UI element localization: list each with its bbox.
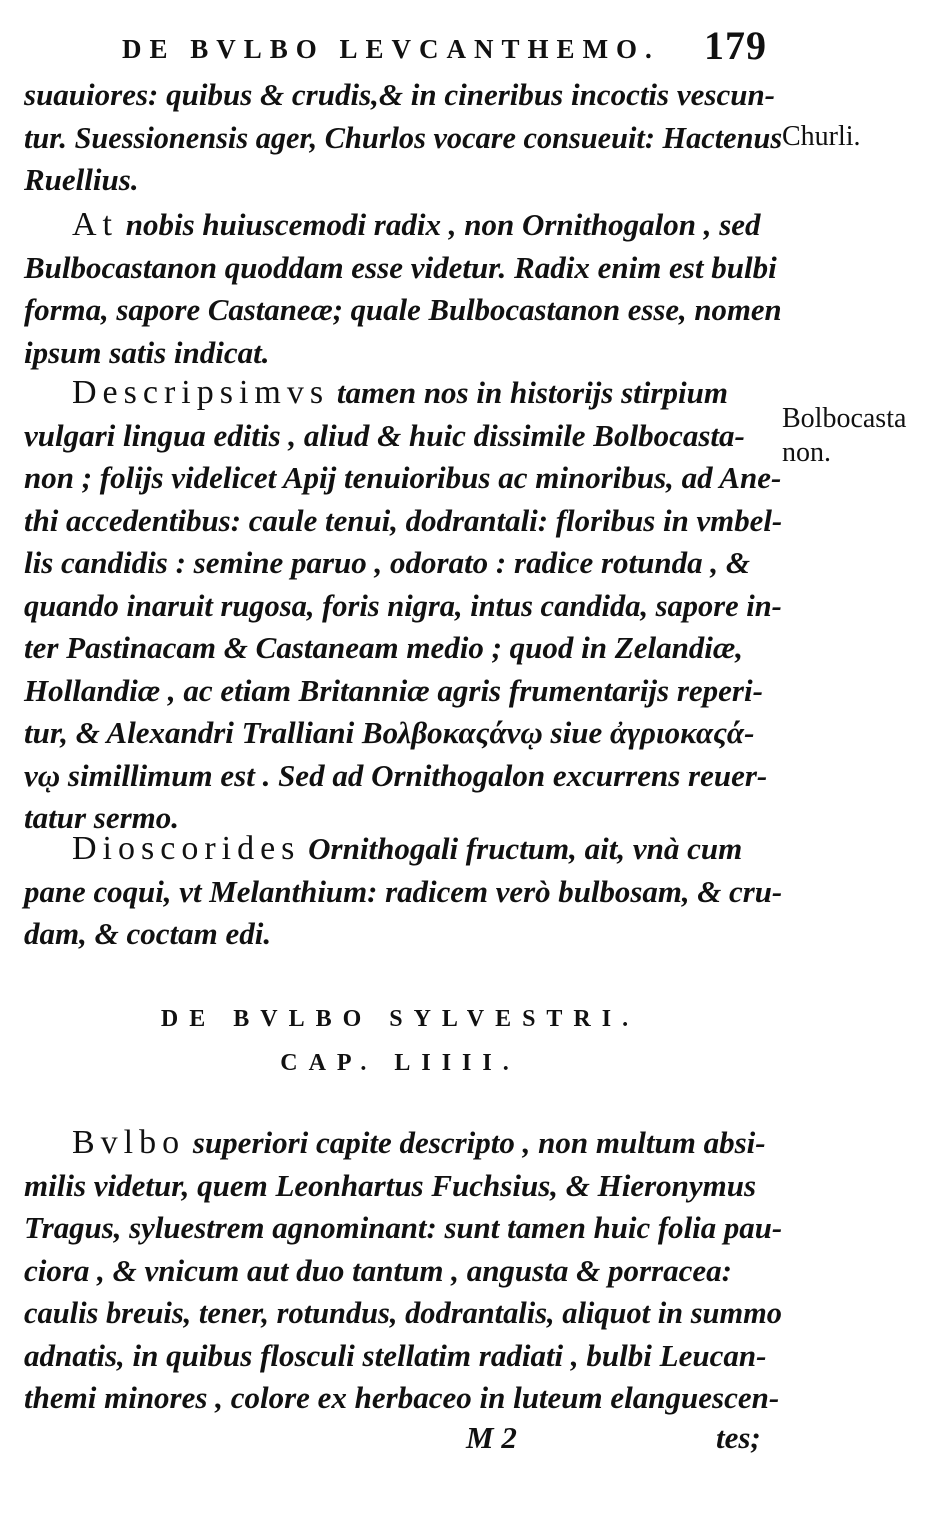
small-caps-lead: Dioscorides [72,830,301,867]
text-line: Ruellius. [24,162,139,197]
text-line: ter Pastinacam & Castaneam medio ; quod in Zelandiæ, [24,630,744,665]
text-line: ipsum satis indicat. [24,334,270,370]
line-text: Ornithogali fructum, ait, vnà cum [308,831,743,866]
text-line: lis candidis : semine paruo , odorato : radice rotunda , & [24,545,750,580]
chapter-title: DE BVLBO SYLVESTRI. [160,1006,640,1032]
text-line: thi accedentibus: caule tenui, dodrantali: floribus in vmbel- [24,502,783,538]
text-line: forma, sapore Castaneæ; quale Bulbocastanon esse, nomen [24,292,782,327]
margin-note-bolbocastanon [782,402,906,470]
paragraph-first-line [24,828,782,871]
text-line: Hollandiæ , ac etiam Britanniæ agris frumentarijs reperi- [24,672,763,708]
text-line: tur, & Alexandri Tralliani Βολβοκαςάνῳ siue ἀγριοκαςά- [24,715,755,750]
catchword: tes; [716,1420,761,1455]
running-header [0,23,930,76]
paragraph-first-line [24,1122,782,1165]
paragraph-first-line [24,204,782,247]
text-line: νῳ simillimum est . Sed ad Ornithogalon excurrens reuer- [24,757,768,793]
line-text: superiori capite descripto , non multum absi- [192,1125,766,1160]
text-line: quando inaruit rugosa, foris nigra, intus candida, sapore in- [24,587,782,623]
margin-note-line: non. [782,437,831,468]
text-line: Bulbocastanon quoddam esse videtur. Radix enim est bulbi [24,249,777,285]
paragraph-1 [24,74,782,202]
paragraph-2 [24,204,782,374]
text-line: adnatis, in quibus flosculi stellatim radiati , bulbi Leucan- [24,1337,767,1373]
running-head-title: DE BVLBO LEVCANTHEMO. [122,34,660,64]
line-text: tamen nos in historijs stirpium [336,375,728,410]
paragraph-4 [24,828,782,956]
text-line: pane coqui, vt Melanthium: radicem verò bulbosam, & cru- [24,873,783,909]
page-number: 179 [704,23,767,68]
text-line: vulgari lingua editis , aliud & huic dissimile Bolbocasta- [24,417,745,453]
small-caps-lead: Bvlbo [72,1124,186,1161]
signature-mark: M 2 [466,1420,517,1455]
paragraph-5 [24,1122,782,1420]
text-line: themi minores , colore ex herbaceo in luteum elanguescen- [24,1380,780,1415]
chapter-number: CAP. LIIII. [280,1050,520,1076]
text-line: caulis breuis, tener, rotundus, dodrantalis, aliquot in summo [24,1295,782,1330]
text-line: milis videtur, quem Leonhartus Fuchsius, & Hieronymus [24,1167,757,1203]
text-line: non ; folijs videlicet Apij tenuioribus ac minoribus, ad Ane- [24,460,782,495]
small-caps-lead: At [72,206,118,243]
small-caps-lead: Descripsimvs [72,374,330,411]
text-line: dam, & coctam edi. [24,916,272,951]
text-line: suauiores: quibus & crudis,& in cineribus incoctis vescun- [24,77,776,112]
margin-note-churli: Churli. [782,121,861,152]
text-line: ciora , & vnicum aut duo tantum , angusta & porracea: [24,1252,732,1288]
paragraph-3 [24,372,782,840]
margin-note-line: Bolbocasta [782,403,907,434]
text-line: Tragus, syluestrem agnominant: sunt tamen huic folia pau- [24,1210,783,1245]
paragraph-first-line [24,372,782,415]
text-line: tatur sermo. [24,800,180,835]
text-line: tur. Suessionensis ager, Churlos vocare consueuit: Hactenus [24,119,783,155]
line-text: nobis huiuscemodi radix , non Ornithogalon , sed [125,207,761,242]
